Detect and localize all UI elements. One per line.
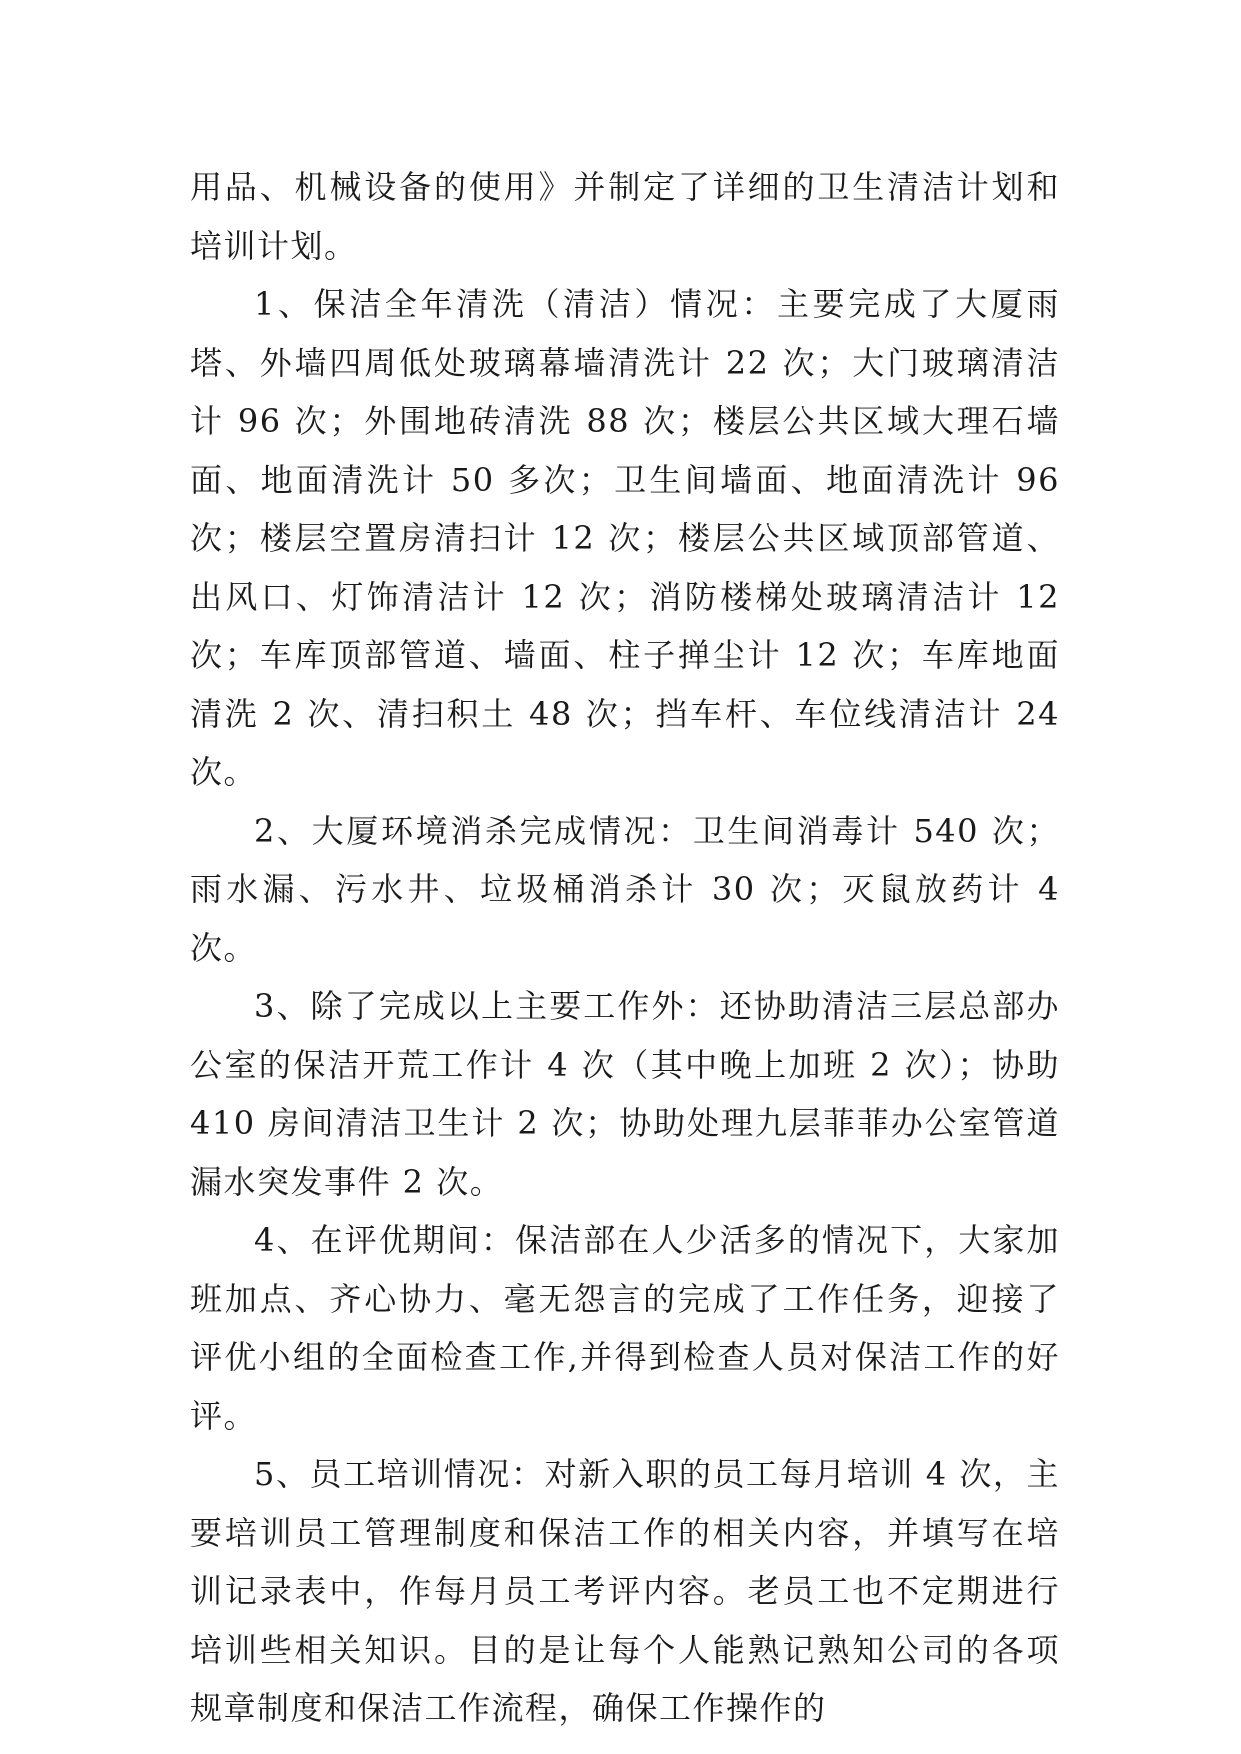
paragraph-intro-continued: 用品、机械设备的使用》并制定了详细的卫生清洁计划和培训计划。 <box>190 168 1060 265</box>
paragraph-item-4: 4、在评优期间：保洁部在人少活多的情况下，大家加班加点、齐心协力、毫无怨言的完成了工作任务，迎接了评优小组的全面检查工作,并得到检查人员对保洁工作的好评。 <box>190 1221 1060 1435</box>
paragraph-item-1: 1、保洁全年清洗（清洁）情况：主要完成了大厦雨塔、外墙四周低处玻璃幕墙清洗计 22 次；大门玻璃清洁计 96 次；外围地砖清洗 88 次；楼层公共区域大理石墙面、地面清洗计 50 多次；卫生间墙面、地面清洗计 96 次；楼层空置房清扫计 12 次；楼层公共区域顶部管道、出风口、灯饰清洁计 12 次；消防楼梯处玻璃清洁计 12 次；车库顶部管道、墙面、柱子掸尘计 12 次；车库地面清洗 2 次、清扫积土 48 次；挡车杆、车位线清洁计 24 次。 <box>190 285 1060 791</box>
paragraph-item-3: 3、除了完成以上主要工作外：还协助清洁三层总部办公室的保洁开荒工作计 4 次（其中晚上加班 2 次）；协助 410 房间清洁卫生计 2 次；协助处理九层菲菲办公室管道漏水突发事件 2 次。 <box>190 987 1060 1201</box>
paragraph-item-2: 2、大厦环境消杀完成情况：卫生间消毒计 540 次；雨水漏、污水井、垃圾桶消杀计 30 次；灭鼠放药计 4 次。 <box>190 811 1060 967</box>
document-body <box>190 158 1060 1738</box>
paragraph-item-5: 5、员工培训情况：对新入职的员工每月培训 4 次，主要培训员工管理制度和保洁工作的相关内容，并填写在培训记录表中，作每月员工考评内容。老员工也不定期进行培训些相关知识。目的是让每个人能熟记熟知公司的各项规章制度和保洁工作流程，确保工作操作的 <box>190 1455 1060 1727</box>
